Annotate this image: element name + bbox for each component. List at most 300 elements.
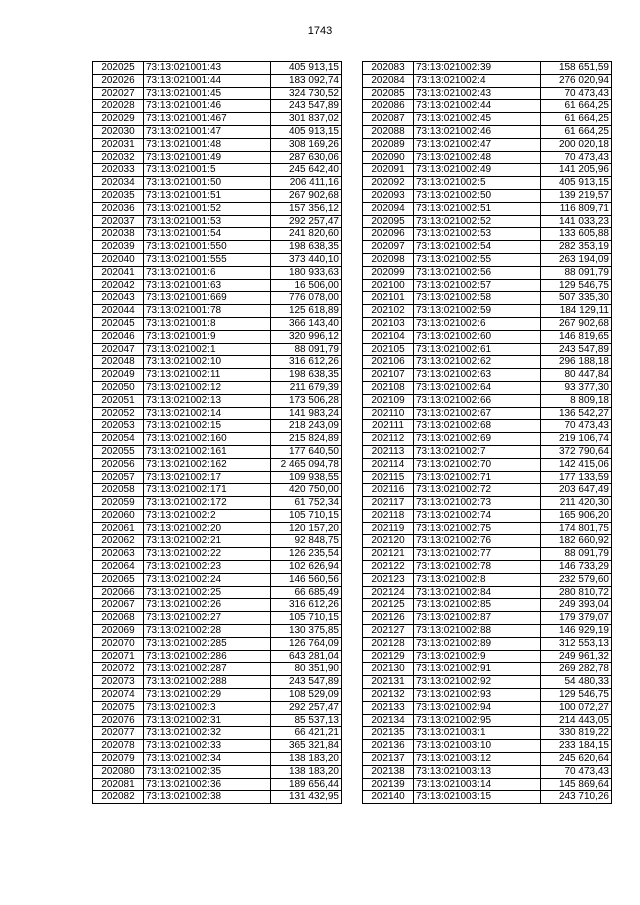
cadastral-value-cell: 211 420,30 bbox=[541, 497, 612, 510]
table-row bbox=[363, 714, 612, 727]
table-row bbox=[363, 369, 612, 382]
cadastral-value-cell: 214 443,05 bbox=[541, 714, 612, 727]
table-row bbox=[363, 676, 612, 689]
cadastral-number-cell: 73:13:021002:286 bbox=[144, 650, 271, 663]
table-row bbox=[93, 701, 342, 714]
cadastral-number-cell: 73:13:021001:8 bbox=[144, 317, 271, 330]
cadastral-number-cell: 73:13:021002:14 bbox=[144, 407, 271, 420]
cadastral-number-cell: 73:13:021002:36 bbox=[144, 778, 271, 791]
cadastral-value-cell: 316 612,26 bbox=[271, 599, 342, 612]
cadastral-number-cell: 73:13:021003:14 bbox=[414, 778, 541, 791]
table-row bbox=[93, 714, 342, 727]
table-row bbox=[93, 625, 342, 638]
cadastral-number-cell: 73:13:021002:22 bbox=[144, 548, 271, 561]
cadastral-number-cell: 73:13:021002:78 bbox=[414, 561, 541, 574]
table-row bbox=[363, 253, 612, 266]
table-row bbox=[363, 113, 612, 126]
table-row bbox=[93, 535, 342, 548]
table-row bbox=[363, 765, 612, 778]
cadastral-value-cell: 405 913,15 bbox=[541, 177, 612, 190]
table-row bbox=[93, 215, 342, 228]
cadastral-value-cell: 133 605,88 bbox=[541, 228, 612, 241]
row-number-cell: 202088 bbox=[363, 125, 414, 138]
row-number-cell: 202053 bbox=[93, 420, 144, 433]
table-row bbox=[363, 753, 612, 766]
row-number-cell: 202096 bbox=[363, 228, 414, 241]
row-number-cell: 202104 bbox=[363, 330, 414, 343]
table-row bbox=[93, 471, 342, 484]
cadastral-value-cell: 93 377,30 bbox=[541, 381, 612, 394]
cadastral-value-cell: 184 129,11 bbox=[541, 305, 612, 318]
row-number-cell: 202062 bbox=[93, 535, 144, 548]
cadastral-value-cell: 138 183,20 bbox=[271, 765, 342, 778]
cadastral-value-cell: 219 106,74 bbox=[541, 433, 612, 446]
cadastral-value-cell: 249 393,04 bbox=[541, 599, 612, 612]
row-number-cell: 202058 bbox=[93, 484, 144, 497]
row-number-cell: 202033 bbox=[93, 164, 144, 177]
table-row bbox=[93, 305, 342, 318]
cadastral-number-cell: 73:13:021002:55 bbox=[414, 253, 541, 266]
row-number-cell: 202091 bbox=[363, 164, 414, 177]
table-row bbox=[93, 612, 342, 625]
cadastral-number-cell: 73:13:021002:59 bbox=[414, 305, 541, 318]
row-number-cell: 202107 bbox=[363, 369, 414, 382]
row-number-cell: 202037 bbox=[93, 215, 144, 228]
cadastral-number-cell: 73:13:021001:9 bbox=[144, 330, 271, 343]
cadastral-number-cell: 73:13:021002:57 bbox=[414, 279, 541, 292]
cadastral-value-cell: 80 351,90 bbox=[271, 663, 342, 676]
cadastral-value-cell: 126 764,09 bbox=[271, 637, 342, 650]
cadastral-value-cell: 16 506,00 bbox=[271, 279, 342, 292]
cadastral-number-cell: 73:13:021002:27 bbox=[144, 612, 271, 625]
cadastral-number-cell: 73:13:021002:7 bbox=[414, 445, 541, 458]
row-number-cell: 202129 bbox=[363, 650, 414, 663]
cadastral-value-cell: 80 447,84 bbox=[541, 369, 612, 382]
table-row bbox=[93, 663, 342, 676]
cadastral-number-cell: 73:13:021002:25 bbox=[144, 586, 271, 599]
right-table-body bbox=[363, 62, 612, 804]
row-number-cell: 202036 bbox=[93, 202, 144, 215]
cadastral-number-cell: 73:13:021002:75 bbox=[414, 522, 541, 535]
cadastral-number-cell: 73:13:021002:91 bbox=[414, 663, 541, 676]
cadastral-value-cell: 88 091,79 bbox=[541, 548, 612, 561]
cadastral-number-cell: 73:13:021002:34 bbox=[144, 753, 271, 766]
cadastral-number-cell: 73:13:021002:58 bbox=[414, 292, 541, 305]
cadastral-number-cell: 73:13:021003:10 bbox=[414, 740, 541, 753]
cadastral-number-cell: 73:13:021001:48 bbox=[144, 138, 271, 151]
row-number-cell: 202118 bbox=[363, 509, 414, 522]
cadastral-value-cell: 61 664,25 bbox=[541, 100, 612, 113]
cadastral-number-cell: 73:13:021002:162 bbox=[144, 458, 271, 471]
cadastral-number-cell: 73:13:021002:93 bbox=[414, 689, 541, 702]
cadastral-value-cell: 141 983,24 bbox=[271, 407, 342, 420]
cadastral-number-cell: 73:13:021001:5 bbox=[144, 164, 271, 177]
table-row bbox=[93, 343, 342, 356]
cadastral-number-cell: 73:13:021002:52 bbox=[414, 215, 541, 228]
cadastral-value-cell: 211 679,39 bbox=[271, 381, 342, 394]
row-number-cell: 202054 bbox=[93, 433, 144, 446]
cadastral-number-cell: 73:13:021003:1 bbox=[414, 727, 541, 740]
cadastral-number-cell: 73:13:021002:10 bbox=[144, 356, 271, 369]
table-row bbox=[363, 279, 612, 292]
table-row bbox=[93, 420, 342, 433]
cadastral-value-cell: 129 546,75 bbox=[541, 689, 612, 702]
cadastral-value-cell: 177 133,59 bbox=[541, 471, 612, 484]
row-number-cell: 202140 bbox=[363, 791, 414, 804]
cadastral-number-cell: 73:13:021002:45 bbox=[414, 113, 541, 126]
table-row bbox=[93, 87, 342, 100]
row-number-cell: 202134 bbox=[363, 714, 414, 727]
table-row bbox=[363, 663, 612, 676]
cadastral-value-cell: 366 143,40 bbox=[271, 317, 342, 330]
cadastral-value-cell: 312 553,13 bbox=[541, 637, 612, 650]
row-number-cell: 202101 bbox=[363, 292, 414, 305]
cadastral-number-cell: 73:13:021001:550 bbox=[144, 241, 271, 254]
cadastral-number-cell: 73:13:021002:53 bbox=[414, 228, 541, 241]
cadastral-value-cell: 233 184,15 bbox=[541, 740, 612, 753]
cadastral-number-cell: 73:13:021001:555 bbox=[144, 253, 271, 266]
table-row bbox=[363, 356, 612, 369]
cadastral-value-cell: 189 656,44 bbox=[271, 778, 342, 791]
cadastral-value-cell: 108 529,09 bbox=[271, 689, 342, 702]
cadastral-number-cell: 73:13:021001:43 bbox=[144, 62, 271, 75]
table-row bbox=[363, 637, 612, 650]
table-row bbox=[93, 433, 342, 446]
cadastral-number-cell: 73:13:021002:67 bbox=[414, 407, 541, 420]
cadastral-value-cell: 61 752,34 bbox=[271, 497, 342, 510]
row-number-cell: 202137 bbox=[363, 753, 414, 766]
cadastral-number-cell: 73:13:021002:50 bbox=[414, 189, 541, 202]
cadastral-value-cell: 316 612,26 bbox=[271, 356, 342, 369]
page-number: 1743 bbox=[307, 25, 333, 37]
table-row bbox=[363, 791, 612, 804]
row-number-cell: 202113 bbox=[363, 445, 414, 458]
table-row bbox=[93, 74, 342, 87]
table-row bbox=[93, 317, 342, 330]
cadastral-number-cell: 73:13:021002:160 bbox=[144, 433, 271, 446]
cadastral-value-cell: 243 547,89 bbox=[271, 100, 342, 113]
cadastral-value-cell: 129 546,75 bbox=[541, 279, 612, 292]
cadastral-value-cell: 177 640,50 bbox=[271, 445, 342, 458]
table-row bbox=[363, 740, 612, 753]
table-row bbox=[93, 228, 342, 241]
cadastral-value-cell: 116 809,71 bbox=[541, 202, 612, 215]
row-number-cell: 202136 bbox=[363, 740, 414, 753]
cadastral-number-cell: 73:13:021001:51 bbox=[144, 189, 271, 202]
table-row bbox=[93, 292, 342, 305]
cadastral-value-cell: 269 282,78 bbox=[541, 663, 612, 676]
table-row bbox=[93, 727, 342, 740]
row-number-cell: 202095 bbox=[363, 215, 414, 228]
cadastral-number-cell: 73:13:021002:84 bbox=[414, 586, 541, 599]
cadastral-number-cell: 73:13:021002:172 bbox=[144, 497, 271, 510]
right-table bbox=[362, 61, 612, 804]
row-number-cell: 202127 bbox=[363, 625, 414, 638]
cadastral-number-cell: 73:13:021002:5 bbox=[414, 177, 541, 190]
cadastral-number-cell: 73:13:021002:94 bbox=[414, 701, 541, 714]
cadastral-value-cell: 287 630,06 bbox=[271, 151, 342, 164]
cadastral-number-cell: 73:13:021002:23 bbox=[144, 561, 271, 574]
table-row bbox=[93, 740, 342, 753]
cadastral-number-cell: 73:13:021002:288 bbox=[144, 676, 271, 689]
table-row bbox=[93, 138, 342, 151]
cadastral-value-cell: 142 415,06 bbox=[541, 458, 612, 471]
table-row bbox=[93, 113, 342, 126]
table-row bbox=[93, 765, 342, 778]
row-number-cell: 202046 bbox=[93, 330, 144, 343]
cadastral-value-cell: 146 733,29 bbox=[541, 561, 612, 574]
row-number-cell: 202116 bbox=[363, 484, 414, 497]
table-row bbox=[363, 535, 612, 548]
cadastral-value-cell: 296 188,18 bbox=[541, 356, 612, 369]
cadastral-value-cell: 245 620,64 bbox=[541, 753, 612, 766]
row-number-cell: 202060 bbox=[93, 509, 144, 522]
cadastral-value-cell: 373 440,10 bbox=[271, 253, 342, 266]
cadastral-value-cell: 138 183,20 bbox=[271, 753, 342, 766]
row-number-cell: 202042 bbox=[93, 279, 144, 292]
cadastral-value-cell: 324 730,52 bbox=[271, 87, 342, 100]
row-number-cell: 202071 bbox=[93, 650, 144, 663]
cadastral-number-cell: 73:13:021001:47 bbox=[144, 125, 271, 138]
row-number-cell: 202035 bbox=[93, 189, 144, 202]
cadastral-number-cell: 73:13:021002:47 bbox=[414, 138, 541, 151]
row-number-cell: 202120 bbox=[363, 535, 414, 548]
row-number-cell: 202076 bbox=[93, 714, 144, 727]
row-number-cell: 202117 bbox=[363, 497, 414, 510]
cadastral-number-cell: 73:13:021002:64 bbox=[414, 381, 541, 394]
cadastral-value-cell: 165 906,20 bbox=[541, 509, 612, 522]
cadastral-value-cell: 158 651,59 bbox=[541, 62, 612, 75]
row-number-cell: 202108 bbox=[363, 381, 414, 394]
row-number-cell: 202029 bbox=[93, 113, 144, 126]
cadastral-value-cell: 183 092,74 bbox=[271, 74, 342, 87]
cadastral-value-cell: 420 750,00 bbox=[271, 484, 342, 497]
row-number-cell: 202093 bbox=[363, 189, 414, 202]
table-row bbox=[93, 177, 342, 190]
row-number-cell: 202110 bbox=[363, 407, 414, 420]
table-row bbox=[363, 241, 612, 254]
cadastral-number-cell: 73:13:021002:89 bbox=[414, 637, 541, 650]
table-row bbox=[363, 650, 612, 663]
left-table-body bbox=[93, 62, 342, 804]
cadastral-number-cell: 73:13:021002:20 bbox=[144, 522, 271, 535]
cadastral-number-cell: 73:13:021002:1 bbox=[144, 343, 271, 356]
cadastral-number-cell: 73:13:021002:21 bbox=[144, 535, 271, 548]
table-row bbox=[93, 599, 342, 612]
cadastral-number-cell: 73:13:021002:87 bbox=[414, 612, 541, 625]
row-number-cell: 202030 bbox=[93, 125, 144, 138]
table-row bbox=[93, 164, 342, 177]
row-number-cell: 202109 bbox=[363, 394, 414, 407]
table-row bbox=[363, 305, 612, 318]
row-number-cell: 202063 bbox=[93, 548, 144, 561]
table-row bbox=[363, 561, 612, 574]
table-row bbox=[93, 266, 342, 279]
cadastral-number-cell: 73:13:021002:4 bbox=[414, 74, 541, 87]
row-number-cell: 202059 bbox=[93, 497, 144, 510]
row-number-cell: 202082 bbox=[93, 791, 144, 804]
table-row bbox=[93, 394, 342, 407]
cadastral-number-cell: 73:13:021002:44 bbox=[414, 100, 541, 113]
row-number-cell: 202100 bbox=[363, 279, 414, 292]
cadastral-number-cell: 73:13:021002:3 bbox=[144, 701, 271, 714]
row-number-cell: 202074 bbox=[93, 689, 144, 702]
row-number-cell: 202044 bbox=[93, 305, 144, 318]
table-row bbox=[363, 292, 612, 305]
cadastral-number-cell: 73:13:021002:35 bbox=[144, 765, 271, 778]
row-number-cell: 202087 bbox=[363, 113, 414, 126]
cadastral-value-cell: 643 281,04 bbox=[271, 650, 342, 663]
cadastral-value-cell: 126 235,54 bbox=[271, 548, 342, 561]
cadastral-number-cell: 73:13:021002:161 bbox=[144, 445, 271, 458]
row-number-cell: 202077 bbox=[93, 727, 144, 740]
table-row bbox=[363, 74, 612, 87]
table-row bbox=[93, 676, 342, 689]
cadastral-value-cell: 88 091,79 bbox=[541, 266, 612, 279]
cadastral-number-cell: 73:13:021002:68 bbox=[414, 420, 541, 433]
cadastral-number-cell: 73:13:021003:15 bbox=[414, 791, 541, 804]
cadastral-value-cell: 206 411,16 bbox=[271, 177, 342, 190]
row-number-cell: 202075 bbox=[93, 701, 144, 714]
table-row bbox=[93, 637, 342, 650]
cadastral-value-cell: 267 902,68 bbox=[541, 317, 612, 330]
cadastral-value-cell: 173 506,28 bbox=[271, 394, 342, 407]
row-number-cell: 202083 bbox=[363, 62, 414, 75]
table-row bbox=[363, 420, 612, 433]
cadastral-number-cell: 73:13:021002:77 bbox=[414, 548, 541, 561]
cadastral-number-cell: 73:13:021001:467 bbox=[144, 113, 271, 126]
cadastral-value-cell: 372 790,64 bbox=[541, 445, 612, 458]
cadastral-number-cell: 73:13:021001:54 bbox=[144, 228, 271, 241]
table-row bbox=[93, 573, 342, 586]
cadastral-value-cell: 174 801,75 bbox=[541, 522, 612, 535]
cadastral-number-cell: 73:13:021002:39 bbox=[414, 62, 541, 75]
cadastral-number-cell: 73:13:021002:11 bbox=[144, 369, 271, 382]
table-row bbox=[363, 509, 612, 522]
cadastral-number-cell: 73:13:021002:287 bbox=[144, 663, 271, 676]
row-number-cell: 202122 bbox=[363, 561, 414, 574]
table-row bbox=[363, 151, 612, 164]
row-number-cell: 202039 bbox=[93, 241, 144, 254]
table-row bbox=[93, 407, 342, 420]
table-row bbox=[363, 343, 612, 356]
cadastral-number-cell: 73:13:021002:171 bbox=[144, 484, 271, 497]
row-number-cell: 202057 bbox=[93, 471, 144, 484]
row-number-cell: 202124 bbox=[363, 586, 414, 599]
cadastral-number-cell: 73:13:021002:60 bbox=[414, 330, 541, 343]
cadastral-number-cell: 73:13:021002:74 bbox=[414, 509, 541, 522]
row-number-cell: 202089 bbox=[363, 138, 414, 151]
row-number-cell: 202119 bbox=[363, 522, 414, 535]
row-number-cell: 202040 bbox=[93, 253, 144, 266]
cadastral-value-cell: 292 257,47 bbox=[271, 701, 342, 714]
cadastral-value-cell: 249 961,32 bbox=[541, 650, 612, 663]
table-row bbox=[363, 381, 612, 394]
cadastral-number-cell: 73:13:021002:12 bbox=[144, 381, 271, 394]
cadastral-value-cell: 182 660,92 bbox=[541, 535, 612, 548]
row-number-cell: 202130 bbox=[363, 663, 414, 676]
row-number-cell: 202126 bbox=[363, 612, 414, 625]
table-row bbox=[93, 484, 342, 497]
table-row bbox=[93, 791, 342, 804]
row-number-cell: 202052 bbox=[93, 407, 144, 420]
cadastral-value-cell: 70 473,43 bbox=[541, 765, 612, 778]
cadastral-number-cell: 73:13:021001:45 bbox=[144, 87, 271, 100]
cadastral-value-cell: 66 685,49 bbox=[271, 586, 342, 599]
row-number-cell: 202041 bbox=[93, 266, 144, 279]
cadastral-number-cell: 73:13:021002:85 bbox=[414, 599, 541, 612]
table-row bbox=[93, 125, 342, 138]
cadastral-value-cell: 245 642,40 bbox=[271, 164, 342, 177]
row-number-cell: 202125 bbox=[363, 599, 414, 612]
row-number-cell: 202084 bbox=[363, 74, 414, 87]
table-row bbox=[93, 279, 342, 292]
cadastral-value-cell: 280 810,72 bbox=[541, 586, 612, 599]
cadastral-value-cell: 139 219,57 bbox=[541, 189, 612, 202]
row-number-cell: 202112 bbox=[363, 433, 414, 446]
cadastral-value-cell: 276 020,94 bbox=[541, 74, 612, 87]
table-row bbox=[93, 689, 342, 702]
row-number-cell: 202034 bbox=[93, 177, 144, 190]
cadastral-number-cell: 73:13:021002:69 bbox=[414, 433, 541, 446]
cadastral-number-cell: 73:13:021001:49 bbox=[144, 151, 271, 164]
cadastral-value-cell: 241 820,60 bbox=[271, 228, 342, 241]
row-number-cell: 202131 bbox=[363, 676, 414, 689]
row-number-cell: 202067 bbox=[93, 599, 144, 612]
table-row bbox=[93, 509, 342, 522]
cadastral-number-cell: 73:13:021001:6 bbox=[144, 266, 271, 279]
row-number-cell: 202051 bbox=[93, 394, 144, 407]
cadastral-number-cell: 73:13:021003:13 bbox=[414, 765, 541, 778]
table-row bbox=[93, 497, 342, 510]
cadastral-number-cell: 73:13:021002:95 bbox=[414, 714, 541, 727]
table-row bbox=[363, 727, 612, 740]
cadastral-value-cell: 330 819,22 bbox=[541, 727, 612, 740]
cadastral-number-cell: 73:13:021002:2 bbox=[144, 509, 271, 522]
cadastral-number-cell: 73:13:021002:9 bbox=[414, 650, 541, 663]
table-row bbox=[363, 125, 612, 138]
table-row bbox=[363, 497, 612, 510]
cadastral-number-cell: 73:13:021002:8 bbox=[414, 573, 541, 586]
cadastral-value-cell: 54 480,33 bbox=[541, 676, 612, 689]
cadastral-value-cell: 308 169,26 bbox=[271, 138, 342, 151]
cadastral-number-cell: 73:13:021002:48 bbox=[414, 151, 541, 164]
cadastral-value-cell: 243 710,26 bbox=[541, 791, 612, 804]
cadastral-number-cell: 73:13:021002:6 bbox=[414, 317, 541, 330]
row-number-cell: 202090 bbox=[363, 151, 414, 164]
cadastral-value-cell: 267 902,68 bbox=[271, 189, 342, 202]
cadastral-number-cell: 73:13:021001:50 bbox=[144, 177, 271, 190]
table-row bbox=[363, 138, 612, 151]
row-number-cell: 202097 bbox=[363, 241, 414, 254]
cadastral-value-cell: 198 638,35 bbox=[271, 241, 342, 254]
cadastral-number-cell: 73:13:021002:73 bbox=[414, 497, 541, 510]
cadastral-value-cell: 232 579,60 bbox=[541, 573, 612, 586]
table-row bbox=[363, 266, 612, 279]
row-number-cell: 202080 bbox=[93, 765, 144, 778]
cadastral-number-cell: 73:13:021003:12 bbox=[414, 753, 541, 766]
cadastral-value-cell: 61 664,25 bbox=[541, 113, 612, 126]
cadastral-value-cell: 215 824,89 bbox=[271, 433, 342, 446]
row-number-cell: 202065 bbox=[93, 573, 144, 586]
table-row bbox=[93, 356, 342, 369]
cadastral-value-cell: 105 710,15 bbox=[271, 612, 342, 625]
cadastral-value-cell: 120 157,20 bbox=[271, 522, 342, 535]
row-number-cell: 202079 bbox=[93, 753, 144, 766]
table-row bbox=[93, 650, 342, 663]
row-number-cell: 202025 bbox=[93, 62, 144, 75]
cadastral-value-cell: 130 375,85 bbox=[271, 625, 342, 638]
